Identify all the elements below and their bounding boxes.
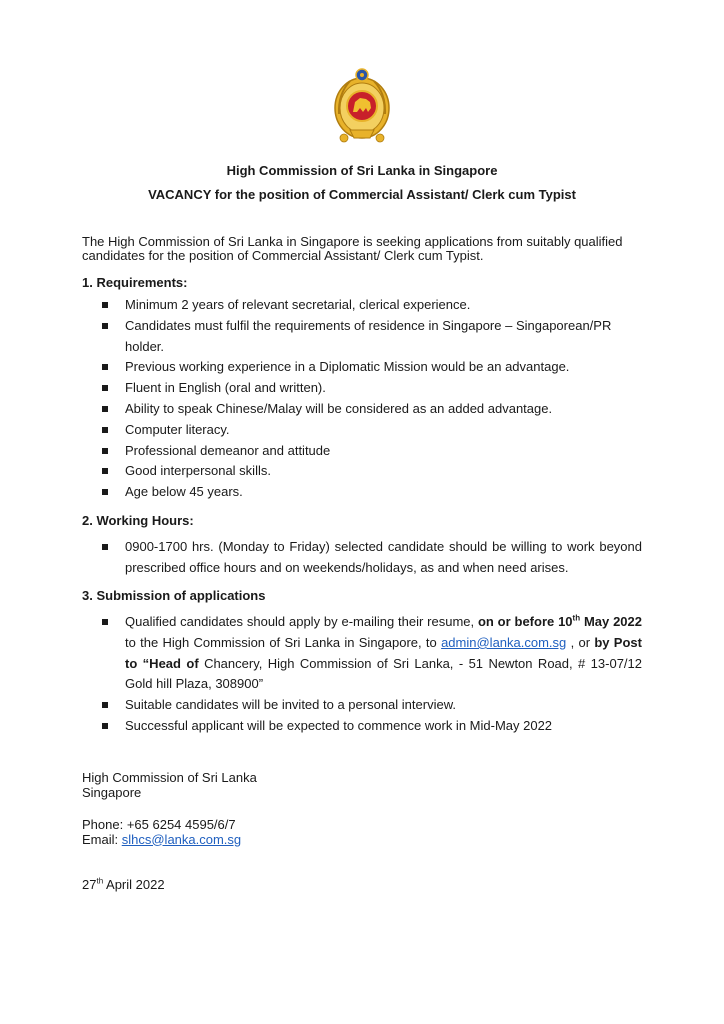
list-item-text: Previous working experience in a Diplomatic Mission would be an advantage. xyxy=(125,359,570,375)
requirements-list xyxy=(82,295,642,503)
list-item xyxy=(82,295,642,316)
list-item-text: Candidates must fulfil the requirements of residence in Singapore – Singaporean/PR holder. xyxy=(125,317,612,354)
list-item-text: Ability to speak Chinese/Malay will be considered as an added advantage. xyxy=(125,400,553,416)
bullet-icon xyxy=(102,427,108,433)
list-item-text: Professional demeanor and attitude xyxy=(125,442,331,458)
list-item xyxy=(82,316,642,358)
admin-email-link[interactable]: admin@lanka.com.sg xyxy=(441,634,567,650)
list-item-text: Successful applicant will be expected to commence work in Mid-May 2022 xyxy=(125,717,553,733)
bullet-icon xyxy=(102,448,108,454)
bullet-icon xyxy=(102,385,108,391)
page-title: High Commission of Sri Lanka in Singapore xyxy=(226,163,498,178)
page-subtitle: VACANCY for the position of Commercial Assistant/ Clerk cum Typist xyxy=(148,187,576,202)
deadline-month: May 2022 xyxy=(580,614,642,629)
list-item xyxy=(82,695,642,716)
sri-lanka-emblem-icon xyxy=(330,64,394,146)
bullet-icon xyxy=(102,723,108,729)
footer-org-line2: Singapore xyxy=(82,784,142,800)
date-day: 27 xyxy=(82,877,97,892)
deadline-sup: th xyxy=(572,613,581,623)
list-item-text: , or xyxy=(566,634,591,650)
list-item-text: Computer literacy. xyxy=(125,421,230,437)
bullet-icon xyxy=(102,323,108,329)
footer-org-line1: High Commission of Sri Lanka xyxy=(82,770,257,785)
submission-list xyxy=(82,612,642,737)
list-item xyxy=(82,357,642,378)
list-item xyxy=(82,716,642,737)
date-sup: th xyxy=(96,876,104,886)
list-item xyxy=(82,482,642,503)
working-hours-heading: 2. Working Hours: xyxy=(82,513,194,528)
date-rest: April 2022 xyxy=(103,877,165,892)
submission-heading: 3. Submission of applications xyxy=(82,588,266,603)
footer-email-label: Email: xyxy=(82,831,122,847)
bullet-icon xyxy=(102,619,108,625)
post-address: Chancery, High Commission of Sri Lanka, - 51 Newton Road, # 13-07/12 Gold hill Plaza, 308900” xyxy=(125,655,642,692)
deadline xyxy=(478,614,642,629)
intro-paragraph: The High Commission of Sri Lanka in Singapore is seeking applications from suitably qualified candidates for the position of Commercial Assistant/ Clerk cum Typist. xyxy=(82,234,623,263)
footer-org xyxy=(82,771,257,800)
bullet-icon xyxy=(102,406,108,412)
document-date xyxy=(82,878,165,893)
bullet-icon xyxy=(102,302,108,308)
post-label: by Post to “Head of xyxy=(125,634,642,671)
list-item xyxy=(82,441,642,462)
bullet-icon xyxy=(102,489,108,495)
list-item-text: Suitable candidates will be invited to a personal interview. xyxy=(125,697,456,713)
list-item-text: Minimum 2 years of relevant secretarial, clerical experience. xyxy=(125,297,471,312)
list-item-text: 0900-1700 hrs. (Monday to Friday) selected candidate should be willing to work beyond prescribed office hours and on weekends/holidays, as and when need arises. xyxy=(125,539,642,575)
list-item-text: Qualified candidates should apply by e-mailing their resume, xyxy=(125,614,478,629)
bullet-icon xyxy=(102,364,108,370)
bullet-icon xyxy=(102,702,108,708)
list-item-text: Good interpersonal skills. xyxy=(125,463,271,479)
list-item-text: Fluent in English (oral and written). xyxy=(125,380,326,396)
list-item-text: to the High Commission of Sri Lanka in Singapore, to xyxy=(125,634,442,650)
list-item xyxy=(82,461,642,482)
list-item xyxy=(82,420,642,441)
list-item xyxy=(82,399,642,420)
deadline-text: on or before 10 xyxy=(477,614,573,629)
footer-contact xyxy=(82,818,241,847)
bullet-icon xyxy=(102,468,108,474)
working-hours-list xyxy=(82,537,642,579)
footer-email-line xyxy=(82,833,241,848)
bullet-icon xyxy=(102,544,108,550)
list-item xyxy=(82,612,642,695)
list-item-text: Age below 45 years. xyxy=(125,484,243,500)
list-item xyxy=(82,537,642,579)
requirements-heading: 1. Requirements: xyxy=(82,275,188,290)
footer-email-link[interactable]: slhcs@lanka.com.sg xyxy=(121,831,242,847)
list-item xyxy=(82,378,642,399)
footer-phone: Phone: +65 6254 4595/6/7 xyxy=(82,817,236,832)
